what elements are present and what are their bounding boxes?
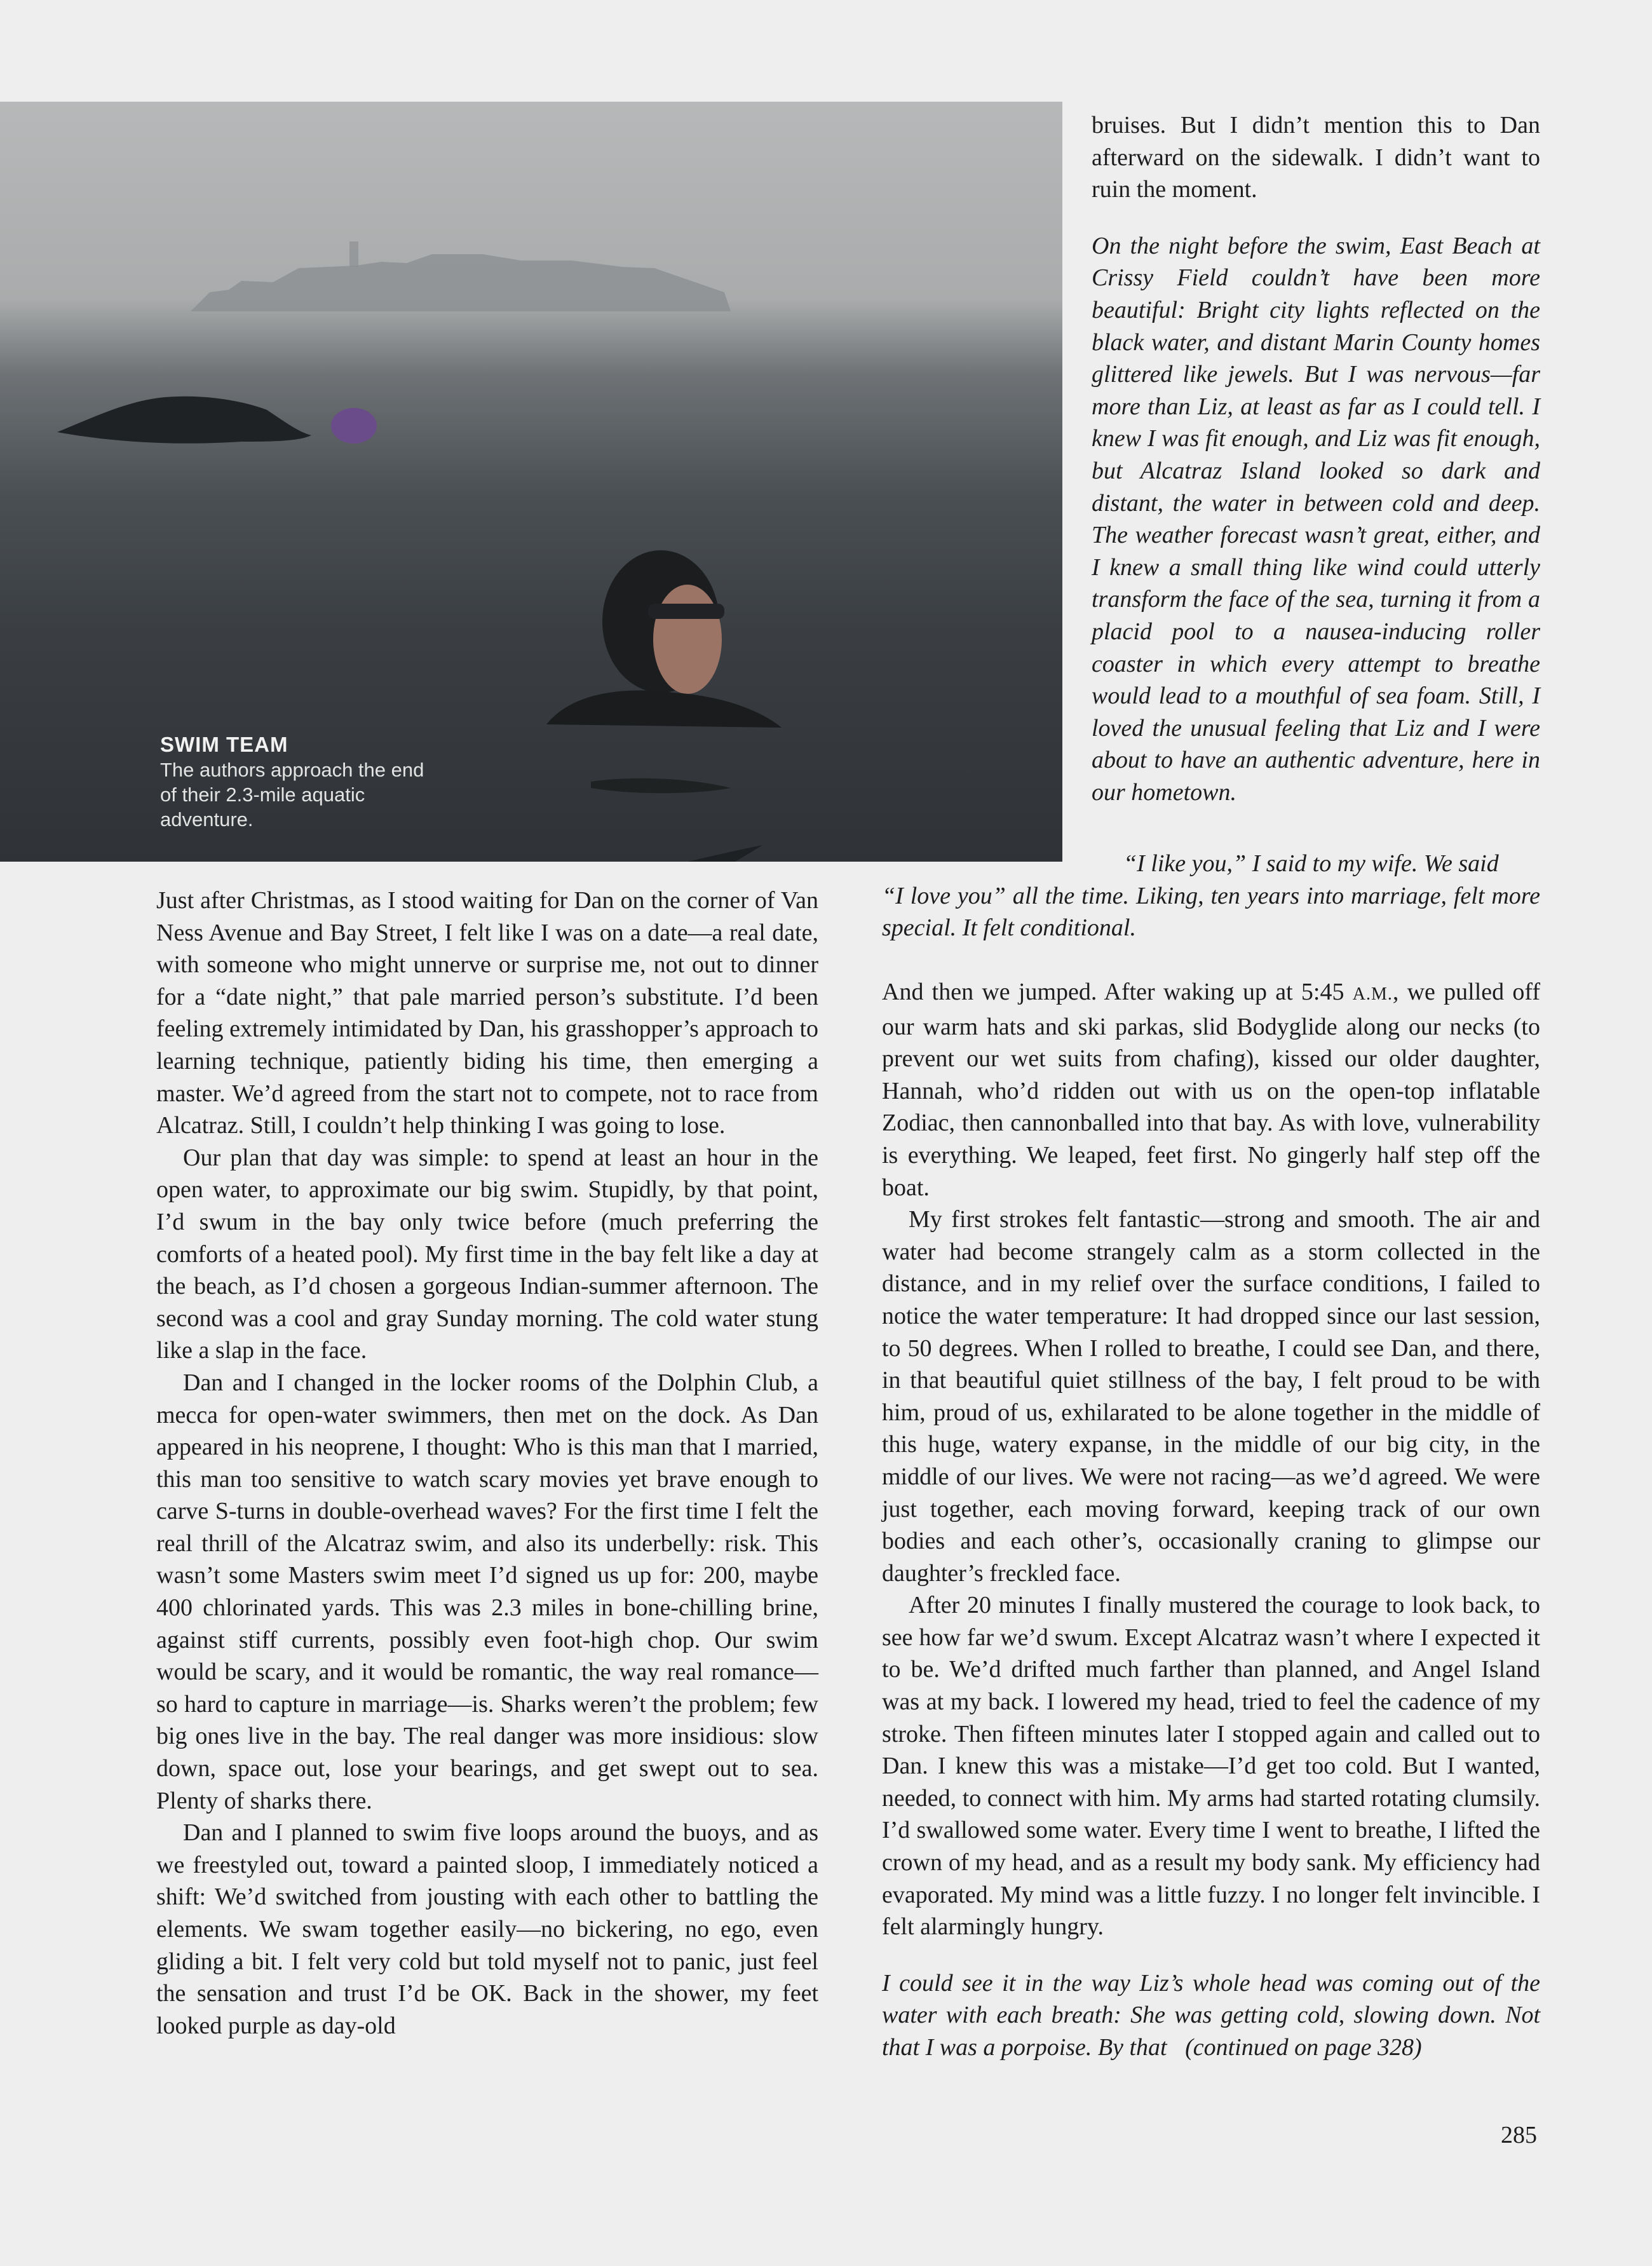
swim-photo xyxy=(0,102,1062,862)
paragraph: Dan and I planned to swim five loops around the buoys, and as we freestyled out, toward a painted sloop, I immediately noticed a shift: We’d switched from jousting with each other to battling the elements. We swam together easily—no bickering, no ego, even gliding a bit. I felt very cold but told myself not to panic, just feel the sensation and trust I’d be OK. Back in the shower, my feet looked purple as day-old xyxy=(156,1819,818,2039)
italic-quote-rest: “I love you” all the time. Liking, ten years into marriage, felt more special. It felt conditional. xyxy=(882,882,1540,942)
goggles xyxy=(648,604,724,619)
paragraph-text: , we pulled off our warm hats and ski parkas, slid Bodyglide along our necks (to prevent our wet suits from chafing), kissed our older daughter, Hannah, who’d ridden out with us on the open-top inflatable Zodiac, then cannonballed into that bay. As with love, vulnerability is everything. We leaped, feet first. No gingerly half step off the boat. xyxy=(882,979,1541,1201)
swimmer-right-face xyxy=(653,585,722,694)
photo-illustration xyxy=(0,102,1062,862)
italic-paragraph: I could see it in the way Liz’s whole head was coming out of the water with each breath: She was getting cold, slowing down. Not that I was a porpoise. By that (continued on page 328) xyxy=(882,1969,1540,2061)
lighthouse xyxy=(349,241,358,267)
photo-caption xyxy=(160,732,440,832)
paragraph xyxy=(882,976,1540,1204)
column-left xyxy=(156,885,818,2042)
italic-quote-block xyxy=(882,848,1540,944)
column-right xyxy=(882,976,1540,2064)
paragraph: bruises. But I didn’t mention this to Dan afterward on the sidewalk. I didn’t want to ruin the moment. xyxy=(1092,112,1540,203)
paragraph-text: And then we jumped. After waking up at 5:45 xyxy=(882,979,1344,1005)
paragraph: My first strokes felt fantastic—strong and smooth. The air and water had become strangely calm as a storm collected in the distance, and in my relief over the surface conditions, I failed to notice the water temperature: It had dropped since our last session, to 50 degrees. When I rolled to breathe, I could see Dan, and there, in that beautiful quiet stillness of the bay, I felt proud to be with him, proud of us, exhilarated to be alone together in the middle of this huge, watery expanse, in the middle of our big city, in the middle of our lives. We were not racing—as we’d agreed. We were just together, each moving forward, keeping track of our own bodies and each other’s, occasionally craning to glimpse our daughter’s freckled face. xyxy=(882,1206,1540,1587)
paragraph: After 20 minutes I finally mustered the courage to look back, to see how far we’d swum. Except Alcatraz wasn’t where I expected it to be. We’d drifted much farther than planned, and Angel Island was at my back. I lowered my head, tried to feel the cadence of my stroke. Then fifteen minutes later I stopped again and called out to Dan. I knew this was a mistake—I’d get too cold. But I wanted, needed, to connect with him. My arms had started rotating clumsily. I’d swallowed some water. Every time I went to breathe, I lifted the crown of my head, and as a result my body sank. My efficiency had evaporated. My mind was a little fuzzy. I no longer felt invincible. I felt alarmingly hungry. xyxy=(882,1592,1540,1941)
column-right-top xyxy=(1092,109,1540,808)
paragraph: Our plan that day was simple: to spend at least an hour in the open water, to approximate our big swim. Stupidly, by that point, I’d swum in the bay only twice before (much preferring the comforts of a heated pool). My first time in the bay felt like a day at the beach, as I’d chosen a gorgeous Indian-summer afternoon. The second was a cool and gray Sunday morning. The cold water stung like a slap in the face. xyxy=(156,1144,818,1364)
paragraph: Just after Christmas, as I stood waiting for Dan on the corner of Van Ness Avenue and Bay Street, I felt like I was on a date—a real date, with someone who might unnerve or surprise me, not out to dinner for a “date night,” that pale married person’s substitute. I’d been feeling extremely intimidated by Dan, his grasshopper’s approach to learning technique, patiently biding his time, then emerging a master. We’d agreed from the start not to compete, not to race from Alcatraz. Still, I couldn’t help thinking I was going to lose. xyxy=(156,887,818,1139)
caption-text: The authors approach the end of their 2.3-mile aquatic adventure. xyxy=(160,759,424,831)
paragraph: Dan and I changed in the locker rooms of the Dolphin Club, a mecca for open-water swimmers, then met on the dock. As Dan appeared in his neoprene, I thought: Who is this man that I married, this man too sensitive to watch scary movies yet brave enough to carve S-turns in double-overhead waves? For the first time I felt the real thrill of the Alcatraz swim, and also its underbelly: risk. This wasn’t some Masters swim meet I’d signed us up for: 200, maybe 400 chlorinated yards. This was 2.3 miles in bone-chilling brine, against stiff currents, possibly even foot-high chop. Our swim would be scary, and it would be romantic, the way real romance—so hard to capture in marriage—is. Sharks weren’t the problem; few big ones live in the bay. The real danger was more insidious: slow down, space out, lose your bearings, and get swept out to sea. Plenty of sharks there. xyxy=(156,1369,818,1814)
swimmer-left xyxy=(57,397,311,444)
reflection xyxy=(591,778,762,862)
alcatraz-island-silhouette xyxy=(191,254,731,311)
swimmer-left-cap xyxy=(331,408,377,444)
time-suffix: A.M. xyxy=(1352,984,1393,1004)
page-number: 285 xyxy=(1501,2122,1537,2148)
caption-title: SWIM TEAM xyxy=(160,733,288,756)
italic-quote-line1: “I like you,” I said to my wife. We said xyxy=(1123,850,1499,877)
italic-paragraph: On the night before the swim, East Beach at Crissy Field couldn’t have been more beautiful: Bright city lights reflected on the black water, and distant Marin County homes glittered like jewels. But I was nervous—far more than Liz, at least as far as I could tell. I knew I was fit enough, and Liz was fit enough, but Alcatraz Island looked so dark and distant, the water in between cold and deep. The weather forecast wasn’t great, either, and I knew a small thing like wind could utterly transform the face of the sea, turning it from a placid pool to a nausea-inducing roller coaster in which every attempt to breathe would lead to a mouthful of sea foam. Still, I loved the unusual feeling that Liz and I were about to have an authentic adventure, here in our hometown. xyxy=(1092,232,1540,806)
swimmer-right-shoulders xyxy=(546,691,782,728)
